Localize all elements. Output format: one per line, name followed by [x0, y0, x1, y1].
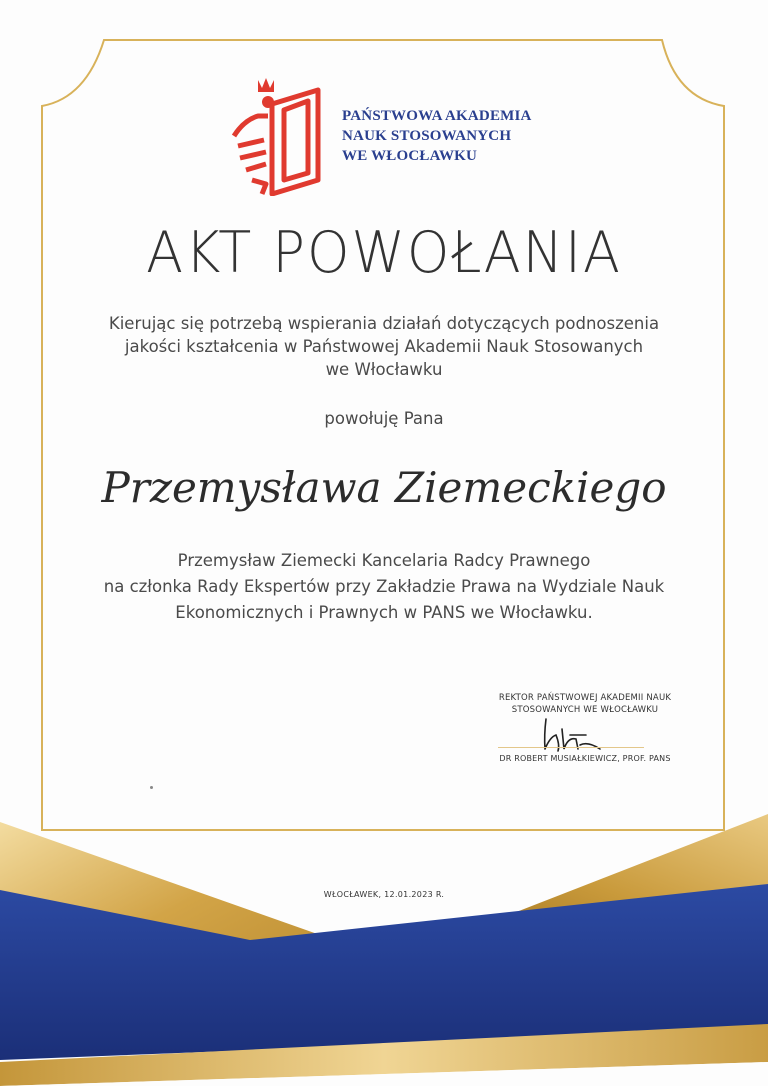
details-line: na członka Rady Ekspertów przy Zakładzie Prawa na Wydziale Nauk — [103, 577, 665, 596]
pans-logo-icon — [228, 76, 324, 196]
appoint-text: powołuję Pana — [324, 409, 444, 428]
signer-role-line: REKTOR PAŃSTWOWEJ AKADEMII NAUK — [498, 693, 672, 703]
appointee-name: Przemysława Ziemeckiego — [101, 463, 667, 512]
signer-role-line: STOSOWANYCH WE WŁOCŁAWKU — [511, 705, 659, 715]
institution-name-line: NAUK STOSOWANYCH — [342, 128, 512, 144]
institution-name — [342, 106, 532, 166]
intro-line: Kierując się potrzebą wspierania działań dotyczących podnoszenia — [108, 314, 660, 333]
decorative-band — [0, 800, 768, 1086]
signer-name: DR ROBERT MUSIAŁKIEWICZ, PROF. PANS — [499, 754, 671, 763]
place-and-date: WŁOCŁAWEK, 12.01.2023 R. — [323, 890, 445, 899]
intro-line: we Włocławku — [325, 360, 443, 379]
document-title: AKT POWOŁANIA — [146, 219, 622, 286]
details-line: Przemysław Ziemecki Kancelaria Radcy Prawnego — [177, 551, 591, 570]
appointment-details — [40, 548, 728, 626]
details-line: Ekonomicznych i Prawnych w PANS we Włocławku. — [175, 603, 593, 622]
intro-line: jakości kształcenia w Państwowej Akademii Nauk Stosowanych — [124, 337, 644, 356]
intro-paragraph — [60, 312, 708, 381]
handwritten-signature — [536, 715, 606, 755]
institution-name-line: PAŃSTWOWA AKADEMIA — [342, 108, 532, 124]
institution-name-line: WE WŁOCŁAWKU — [342, 148, 478, 164]
scan-speck — [150, 786, 153, 789]
signer-role — [470, 692, 700, 716]
signature-line — [498, 747, 644, 748]
